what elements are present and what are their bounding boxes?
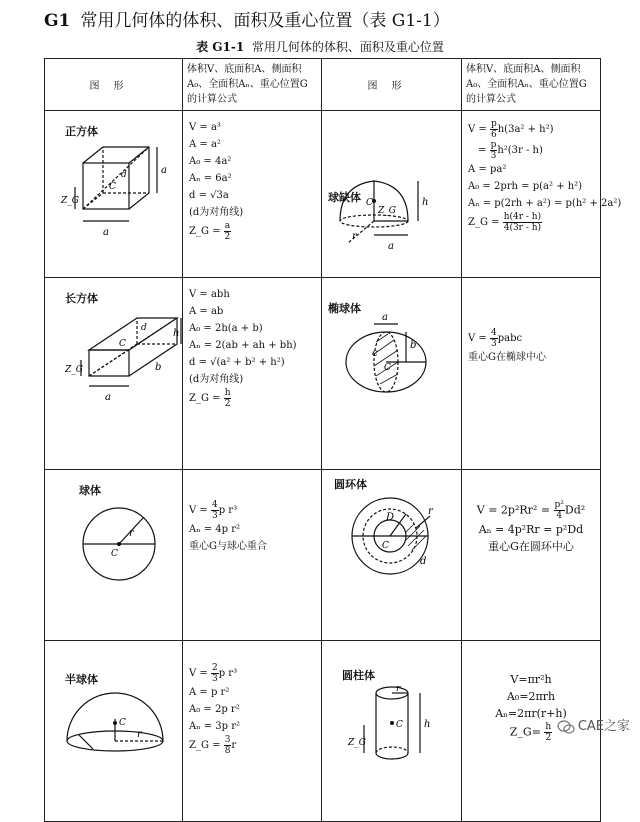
- sphere-label-r: r: [129, 528, 134, 539]
- ellipsoid-label-a: a: [382, 312, 388, 323]
- ellipsoid-label-b: b: [410, 340, 417, 351]
- hemisphere-name: 半球体: [65, 673, 98, 686]
- ellipsoid-diagram: [322, 278, 462, 411]
- denominator: 3: [490, 151, 497, 161]
- hemisphere-formula: A = p r²: [189, 687, 230, 698]
- cylinder-figure-cell: [322, 641, 462, 822]
- cylinder-diagram: [322, 641, 462, 783]
- wechat-icon: [557, 720, 575, 734]
- cuboid-label-b: b: [155, 362, 162, 373]
- v-lhs: V =: [189, 505, 211, 516]
- numerator: h: [545, 722, 552, 732]
- denominator: 6: [490, 130, 497, 140]
- hemisphere-formula-v: [189, 663, 315, 684]
- v-rhs: pabc: [497, 333, 523, 344]
- cuboid-label-c: C: [119, 339, 126, 349]
- cube-name: 正方体: [65, 125, 98, 138]
- sphere-figure-cell: [45, 470, 183, 641]
- cube-label-zg: Z_G: [61, 196, 79, 206]
- denominator: 3: [490, 339, 497, 349]
- cube-formula: d = √3a: [189, 190, 229, 201]
- denominator: 2: [224, 399, 231, 409]
- cube-formulas: [183, 111, 322, 278]
- ellipsoid-label-center: C: [384, 363, 391, 373]
- cylinder-label-zg: Z_G: [348, 738, 366, 748]
- denominator: 4(3r - h): [503, 223, 542, 233]
- torus-label-d-outer: D: [386, 512, 395, 523]
- cube-figure-cell: [45, 111, 183, 278]
- v-lhs: V =: [468, 333, 490, 344]
- table-caption-code: 表 G1-1: [196, 40, 245, 54]
- cuboid-formula: A₀ = 2h(a + b): [189, 323, 263, 334]
- numerator: h: [224, 388, 231, 398]
- spherical-cap-label-h: h: [422, 197, 429, 208]
- table-header-row: [45, 59, 601, 111]
- hemisphere-label-r: r: [137, 729, 142, 740]
- section-code: G1: [44, 11, 71, 31]
- cylinder-formula: V=πr²h: [510, 673, 552, 686]
- fraction: [224, 221, 231, 242]
- ellipsoid-formula: 重心G在椭球中心: [468, 352, 546, 363]
- torus-name: 圆环体: [334, 478, 367, 491]
- cuboid-formula: d = √(a² + b² + h²): [189, 357, 285, 368]
- denominator: 2: [224, 232, 231, 242]
- zg-lhs: Z_G =: [189, 393, 224, 404]
- spherical-cap-label-a: a: [388, 241, 394, 252]
- fraction: [211, 500, 219, 521]
- cylinder-label-h: h: [424, 719, 431, 730]
- table-caption: [0, 38, 640, 55]
- torus-formula-v: [468, 500, 594, 521]
- cuboid-formula: (d为对角线): [189, 374, 244, 385]
- section-heading: [44, 6, 450, 31]
- zg-lhs: Z_G=: [509, 725, 545, 739]
- numerator: h(4r - h): [503, 212, 542, 222]
- spherical-cap-formula-v2: [468, 140, 594, 161]
- numerator: 4: [490, 328, 497, 338]
- v1-rhs: h(3a² + h²): [497, 124, 554, 135]
- zg-lhs: Z_G =: [189, 740, 224, 751]
- ellipsoid-formulas: [462, 278, 601, 470]
- numerator: 4: [211, 500, 218, 510]
- header-figure-2: 图形: [322, 59, 462, 111]
- numerator: p²: [554, 500, 564, 510]
- v2-lhs: =: [478, 145, 490, 156]
- hemisphere-formulas: [183, 641, 322, 822]
- numerator: p: [490, 119, 497, 129]
- torus-label-c: C: [382, 541, 389, 551]
- fraction: [544, 722, 552, 743]
- cube-label-c: C: [109, 182, 116, 192]
- cuboid-formula: Aₙ = 2(ab + ah + bh): [189, 340, 297, 351]
- spherical-cap-formula: A₀ = 2prh = p(a² + h²): [468, 181, 583, 192]
- sphere-label-c: C: [111, 549, 118, 559]
- cube-label-a-height: a: [161, 165, 167, 176]
- fraction: [211, 663, 219, 684]
- zg-rhs: r: [231, 740, 237, 751]
- table-row: [45, 470, 601, 641]
- torus-formula: 重心G在圆环中心: [488, 540, 574, 553]
- cube-formula: A₀ = 4a²: [189, 156, 232, 167]
- cube-formula: (d为对角线): [189, 207, 244, 218]
- table-caption-title: 常用几何体的体积、面积及重心位置: [251, 40, 444, 54]
- cuboid-label-h: h: [173, 328, 180, 339]
- table-row: [45, 278, 601, 470]
- denominator: 4: [556, 511, 563, 521]
- torus-formulas: [462, 470, 601, 641]
- denominator: 8: [224, 746, 231, 756]
- v-rhs: Dd²: [564, 503, 586, 517]
- table-row: [45, 111, 601, 278]
- cube-formula: Aₙ = 6a²: [189, 173, 232, 184]
- numerator: 3: [224, 735, 231, 745]
- numerator: 2: [211, 663, 218, 673]
- sphere-diagram: [45, 470, 183, 602]
- torus-figure-cell: [322, 470, 462, 641]
- fraction: [503, 212, 542, 233]
- spherical-cap-formulas: [462, 111, 622, 278]
- hemisphere-label-c: C: [119, 718, 126, 728]
- v-rhs: p r³: [218, 505, 238, 516]
- torus-diagram: [322, 470, 462, 602]
- cuboid-name: 长方体: [65, 292, 98, 305]
- v2-rhs: h²(3r - h): [497, 145, 543, 156]
- zg-lhs: Z_G =: [468, 217, 503, 228]
- spherical-cap-figure-cell: [322, 111, 462, 278]
- cuboid-diagram: [45, 278, 183, 411]
- denominator: 3: [211, 511, 218, 521]
- cylinder-label-r: r: [396, 684, 401, 694]
- ellipsoid-label-c: c: [372, 348, 378, 359]
- spherical-cap-formula: Aₙ = p(2rh + a²) = p(h² + 2a²): [468, 198, 622, 209]
- sphere-name: 球体: [79, 484, 101, 497]
- denominator: 2: [545, 733, 552, 743]
- v-lhs: V = 2p²Rr² =: [476, 503, 554, 517]
- torus-label-d: d: [420, 556, 427, 567]
- spherical-cap-formula-zg: [468, 212, 594, 233]
- spherical-cap-label-zg: Z_G: [378, 206, 396, 216]
- ellipsoid-figure-cell: [322, 278, 462, 470]
- cube-formula: V = a³: [189, 122, 221, 133]
- v-lhs: V =: [189, 668, 211, 679]
- fraction: [224, 735, 232, 756]
- numerator: p: [490, 140, 497, 150]
- cuboid-formulas: [183, 278, 322, 470]
- spherical-cap-diagram: [322, 111, 462, 261]
- cylinder-name: 圆柱体: [342, 669, 375, 682]
- fraction: [490, 328, 498, 349]
- cuboid-formula: A = ab: [189, 306, 224, 317]
- fraction: [490, 119, 498, 140]
- zg-lhs: Z_G =: [189, 226, 224, 237]
- cuboid-formula: V = abh: [189, 289, 230, 300]
- header-figure: 图形: [45, 59, 183, 111]
- sphere-formula-v: [189, 500, 315, 521]
- hemisphere-formula: Aₙ = 3p r²: [189, 721, 241, 732]
- ellipsoid-formula-v: [468, 328, 594, 349]
- spherical-cap-formula: A = pa²: [468, 164, 507, 175]
- torus-formula: Aₙ = 4p²Rr = p²Dd: [478, 523, 584, 536]
- numerator: a: [224, 221, 231, 231]
- spherical-cap-name: 球缺体: [328, 191, 361, 204]
- spherical-cap-label-r: r: [352, 231, 357, 242]
- v-rhs: p r³: [218, 668, 238, 679]
- cylinder-formula: A₀=2πrh: [506, 690, 556, 703]
- ellipsoid-name: 椭球体: [328, 302, 361, 315]
- fraction: [554, 500, 565, 521]
- cuboid-label-d: d: [141, 323, 147, 333]
- v1-lhs: V =: [468, 124, 490, 135]
- cube-label-d: d: [121, 170, 127, 180]
- spherical-cap-label-c: C: [366, 198, 373, 208]
- denominator: 3: [211, 674, 218, 684]
- hemisphere-figure-cell: [45, 641, 183, 822]
- watermark: [557, 715, 630, 734]
- hemisphere-diagram: [45, 641, 183, 783]
- torus-label-r: r: [428, 506, 433, 517]
- hemisphere-formula: A₀ = 2p r²: [189, 704, 240, 715]
- header-formulas: 体积V、底面积A、侧面积A₀、全面积Aₙ、重心位置G的计算公式: [183, 59, 322, 111]
- sphere-formula: Aₙ = 4p r²: [189, 524, 241, 535]
- cylinder-formula: Aₙ=2πr(r+h): [495, 707, 567, 720]
- cuboid-label-a: a: [105, 392, 111, 403]
- hemisphere-formula-zg: [189, 735, 315, 756]
- sphere-formulas: [183, 470, 322, 641]
- sphere-formula: 重心G与球心重合: [189, 541, 267, 552]
- cylinder-label-c: C: [396, 720, 403, 730]
- spherical-cap-formula-v1: [468, 119, 594, 140]
- cube-label-a: a: [103, 227, 109, 238]
- cube-formula-zg: [189, 221, 315, 242]
- cuboid-label-zg: Z_G: [65, 365, 83, 375]
- header-formulas-2: 体积V、底面积A、侧面积A₀、全面积Aₙ、重心位置G的计算公式: [462, 59, 601, 111]
- cuboid-figure-cell: [45, 278, 183, 470]
- cube-formula: A = a²: [189, 139, 221, 150]
- section-title: 常用几何体的体积、面积及重心位置（表 G1-1）: [80, 11, 450, 31]
- table-row: [45, 641, 601, 822]
- fraction: [224, 388, 232, 409]
- watermark-text: CAE之家: [577, 719, 630, 734]
- cube-diagram: [45, 111, 183, 261]
- cuboid-formula-zg: [189, 388, 315, 409]
